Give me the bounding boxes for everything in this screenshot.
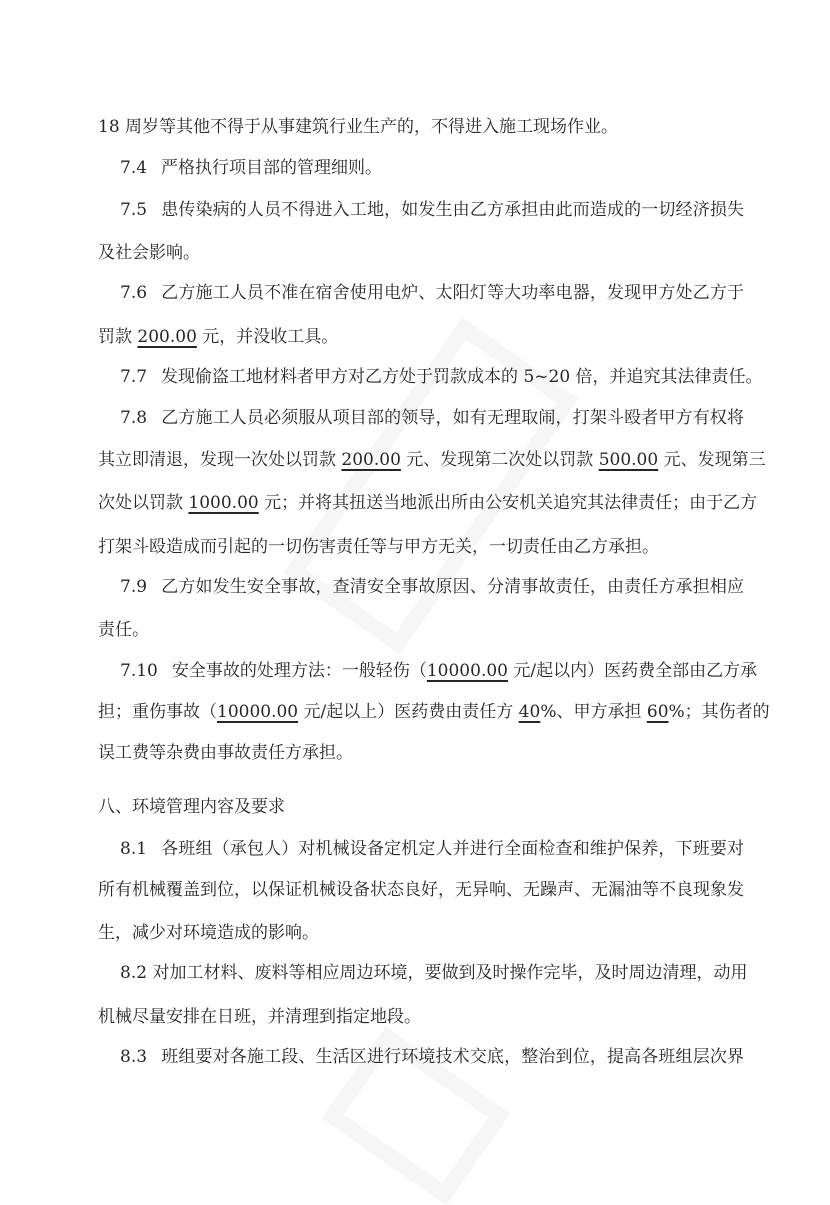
text-segment: 安全事故的处理方法：一般轻伤（	[171, 661, 427, 681]
text-line	[98, 1003, 744, 1031]
text-segment: 18 周岁等其他不得于从事建筑行业生产的，不得进入施工现场作业。	[98, 117, 619, 137]
clause-number: 7.9	[120, 577, 148, 597]
text-segment: 责任。	[98, 620, 149, 640]
underlined-amount: 10000.00	[217, 702, 299, 722]
text-segment: 元/起以上）医药费由责任方	[298, 702, 519, 722]
text-segment: 元、发现第二次处以罚款	[400, 450, 599, 470]
text-line	[120, 154, 744, 182]
clause-number: 7.10	[120, 661, 158, 681]
text-segment: 次处以罚款	[98, 493, 189, 513]
text-line	[120, 959, 748, 987]
text-segment: 各班组（承包人）对机械设备定机定人并进行全面检查和维护保养，下班要对	[161, 839, 744, 859]
text-line	[98, 533, 744, 561]
text-segment: 八、环境管理内容及要求	[98, 797, 285, 817]
text-line	[120, 657, 758, 685]
text-line	[98, 323, 744, 351]
underlined-amount: 200.00	[341, 450, 401, 470]
text-line	[98, 489, 758, 517]
underlined-amount: 500.00	[598, 450, 659, 470]
text-segment: 误工费等杂费由事故责任方承担。	[98, 743, 353, 763]
text-segment: 生，减少对环境造成的影响。	[98, 923, 319, 943]
clause-number: 7.4	[120, 158, 148, 178]
text-segment: 打架斗殴造成而引起的一切伤害责任等与甲方无关，一切责任由乙方承担。	[98, 537, 659, 557]
clause-number: 7.5	[120, 200, 148, 220]
text-line	[120, 279, 744, 307]
underlined-amount: 40	[518, 702, 541, 722]
underlined-amount: 10000.00	[426, 661, 508, 681]
text-segment: 机械尽量安排在日班，并清理到指定地段。	[98, 1007, 421, 1027]
text-line	[98, 876, 744, 904]
text-line	[120, 1043, 744, 1071]
text-line	[98, 113, 744, 141]
text-line	[98, 698, 770, 726]
underlined-amount: 60	[646, 702, 669, 722]
text-line	[98, 446, 766, 474]
clause-number: 8.3	[120, 1047, 148, 1067]
text-segment: 乙方施工人员不准在宿舍使用电炉、太阳灯等大功率电器，发现甲方处乙方于	[161, 283, 744, 303]
text-line	[120, 835, 744, 863]
text-line	[120, 404, 744, 432]
text-segment: 元；并将其扭送当地派出所由公安机关追究其法律责任；由于乙方	[258, 493, 758, 513]
text-segment: 患传染病的人员不得进入工地，如发生由乙方承担由此而造成的一切经济损失	[161, 200, 744, 220]
text-line	[98, 739, 744, 767]
clause-number: 8.1	[120, 839, 148, 859]
text-line	[120, 363, 763, 391]
clause-number: 7.7	[120, 367, 148, 387]
text-segment: 其立即清退，发现一次处以罚款	[98, 450, 342, 470]
text-segment: 及社会影响。	[98, 243, 200, 263]
text-segment: 严格执行项目部的管理细则。	[161, 158, 383, 178]
clause-number: 7.8	[120, 408, 148, 428]
text-line	[120, 573, 744, 601]
text-segment: 8.2 对加工材料、废料等相应周边环境，要做到及时操作完毕，及时周边清理，动用	[120, 963, 748, 983]
text-segment: 发现偷盗工地材料者甲方对乙方处于罚款成本的 5~20 倍，并追究其法律责任。	[161, 367, 763, 387]
text-segment: 班组要对各施工段、生活区进行环境技术交底，整治到位，提高各班组层次界	[161, 1047, 744, 1067]
text-segment: 元，并没收工具。	[196, 327, 339, 347]
text-segment: %、甲方承担	[540, 702, 647, 722]
text-segment: 元、发现第三	[658, 450, 766, 470]
text-segment: 乙方施工人员必须服从项目部的领导，如有无理取闹，打架斗殴者甲方有权将	[161, 408, 744, 428]
text-segment: 罚款	[98, 327, 138, 347]
text-line	[120, 196, 744, 224]
text-segment: 所有机械覆盖到位，以保证机械设备状态良好，无异响、无躁声、无漏油等不良现象发	[98, 880, 744, 900]
text-segment: 乙方如发生安全事故，查清安全事故原因、分清事故责任，由责任方承担相应	[161, 577, 744, 597]
text-segment: 担；重伤事故（	[98, 702, 217, 722]
underlined-amount: 1000.00	[188, 493, 259, 513]
text-line	[98, 239, 744, 267]
text-line	[98, 793, 744, 821]
text-line	[98, 919, 744, 947]
text-line	[98, 616, 744, 644]
text-segment: 元/起以内）医药费全部由乙方承	[507, 661, 758, 681]
underlined-amount: 200.00	[137, 327, 197, 347]
clause-number: 7.6	[120, 283, 148, 303]
text-segment: %；其伤者的	[668, 702, 770, 722]
